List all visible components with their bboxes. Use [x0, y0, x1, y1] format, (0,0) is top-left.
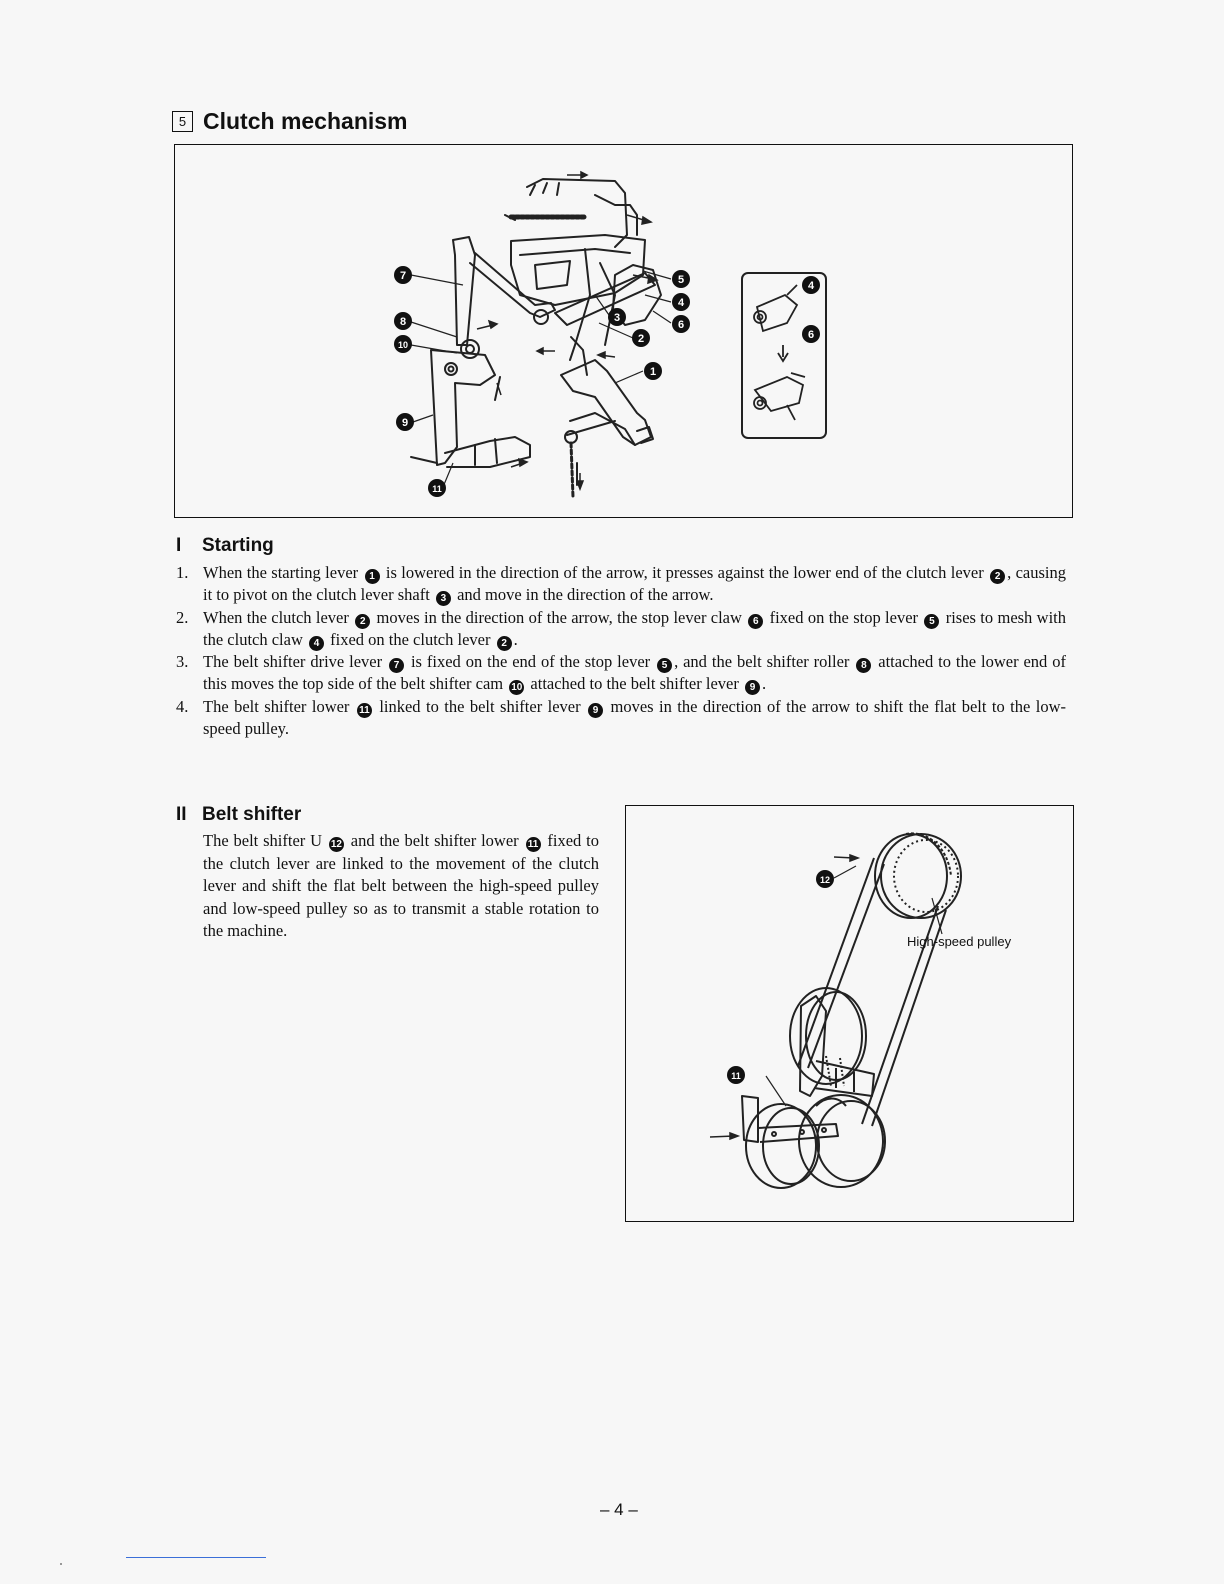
high-speed-pulley-label: High-speed pulley: [907, 934, 1012, 949]
callout-ref: 5: [924, 614, 939, 629]
step-text: and move in the direction of the arrow.: [452, 585, 714, 605]
inset-callout-4-text: 4: [807, 280, 815, 292]
step-text: , and the belt shifter roller: [674, 652, 855, 672]
callout-ref: 11: [526, 837, 541, 852]
callout-8: [394, 312, 412, 330]
inset-callout-6-text: 6: [807, 329, 815, 341]
starting-title: Starting: [202, 535, 274, 556]
callout-3-text: 3: [613, 312, 621, 324]
clutch-mechanism-drawing: [175, 145, 1072, 517]
footer-rule: [126, 1557, 266, 1558]
callout-3: [608, 308, 626, 326]
belt-shifter-description: [203, 830, 599, 943]
section-heading: [172, 108, 408, 135]
callout-9: [396, 413, 414, 431]
step-text: fixed on the stop lever: [765, 607, 923, 627]
step-text: The belt shifter lower: [203, 696, 355, 716]
callout-11-fig2-text: 11: [731, 1071, 741, 1081]
step-text: rises to mesh with the clutch claw: [203, 607, 1066, 649]
step-number: 4.: [176, 696, 189, 716]
inset-callout-6: [802, 325, 820, 343]
callout-12: [816, 870, 834, 888]
step-text: .: [761, 674, 767, 694]
step-text: moves in the direction of the arrow, the stop lever claw: [372, 607, 747, 627]
starting-heading: [176, 535, 274, 557]
callout-7: [394, 266, 412, 284]
callout-ref: 10: [511, 682, 523, 694]
callout-2-text: 2: [637, 333, 645, 345]
callout-11-fig2: [727, 1066, 745, 1084]
callout-5: [672, 270, 690, 288]
callout-ref: 6: [748, 614, 763, 629]
inset-callout-4: [802, 276, 820, 294]
callout-10: [394, 335, 412, 353]
callout-ref: 2: [990, 569, 1005, 584]
step-number: 1.: [176, 563, 189, 582]
callout-10-text: 10: [397, 340, 409, 350]
belt-shifter-figure: [625, 805, 1074, 1222]
page-number: – 4 –: [600, 1500, 638, 1519]
step-text: is fixed on the end of the stop lever: [406, 652, 656, 672]
callout-ref: 7: [389, 658, 404, 673]
scan-artifact: [60, 1563, 62, 1565]
step-item: [176, 651, 1066, 696]
belt-shifter-drawing: [626, 806, 1073, 1221]
belt-shifter-roman: II: [176, 804, 187, 825]
starting-roman: I: [176, 535, 182, 556]
step-item: [176, 562, 1066, 607]
step-text: linked to the belt shifter lever: [373, 696, 587, 716]
step-number: 3.: [176, 652, 189, 672]
callout-5-text: 5: [677, 274, 685, 286]
starting-steps: [176, 562, 1066, 740]
step-text: attached to the lower end of this moves the top side of the belt shifter cam: [203, 652, 1066, 694]
step-number: 2.: [176, 607, 189, 627]
callout-6: [672, 315, 690, 333]
callout-ref: 12: [330, 839, 342, 850]
callout-1-text: 1: [649, 366, 657, 378]
step-item: [176, 696, 1066, 741]
paragraph-text: fixed to the clutch lever are linked to the movement of the clutch lever and shift the flat belt between the high-speed pulley and low-speed pulley so as to transmit a stable rotation to the machine.: [203, 831, 599, 940]
step-item: [176, 607, 1066, 652]
callout-ref: 3: [436, 591, 451, 606]
callout-4: [672, 293, 690, 311]
step-text: is lowered in the direction of the arrow, it presses against the lower end of the clutch lever: [381, 563, 989, 582]
callout-8-text: 8: [399, 316, 407, 328]
callout-1: [644, 362, 662, 380]
callout-4-text: 4: [677, 297, 685, 309]
callout-ref: 9: [745, 680, 760, 695]
paragraph-text: The belt shifter U: [203, 831, 327, 850]
step-text: moves in the direction of the arrow to shift the flat belt to the low-speed pulley.: [203, 696, 1066, 739]
callout-ref: 9: [588, 703, 603, 718]
claw-detail-inset: [742, 273, 826, 438]
clutch-mechanism-figure: [174, 144, 1073, 518]
callout-9-text: 9: [401, 417, 409, 429]
step-text: .: [513, 629, 518, 649]
callout-ref: 8: [856, 658, 871, 673]
callout-ref: 5: [657, 658, 672, 673]
callout-2: [632, 329, 650, 347]
step-text: fixed on the clutch lever: [326, 629, 495, 649]
callout-ref: 11: [357, 703, 372, 718]
step-text: The belt shifter drive lever: [203, 652, 388, 672]
callout-6-text: 6: [677, 319, 685, 331]
callout-ref: 4: [309, 636, 324, 651]
section-title: Clutch mechanism: [203, 108, 408, 134]
callout-ref: 2: [355, 614, 370, 629]
step-text: When the starting lever: [203, 563, 363, 582]
callout-11: [428, 479, 446, 497]
paragraph-text: and the belt shifter lower: [345, 831, 524, 850]
section-number: 5: [172, 111, 193, 132]
belt-shifter-title: Belt shifter: [202, 804, 302, 825]
callout-ref: 2: [497, 636, 512, 651]
callout-ref: 1: [365, 569, 380, 584]
belt-shifter-heading: [176, 804, 301, 826]
step-text: , causing it to pivot on the clutch lever shaft: [203, 563, 1066, 605]
callout-12-text: 12: [819, 875, 831, 885]
callout-7-text: 7: [399, 270, 407, 282]
step-text: When the clutch lever: [203, 607, 354, 627]
step-text: attached to the belt shifter lever: [526, 674, 743, 694]
callout-11-text: 11: [432, 484, 442, 494]
